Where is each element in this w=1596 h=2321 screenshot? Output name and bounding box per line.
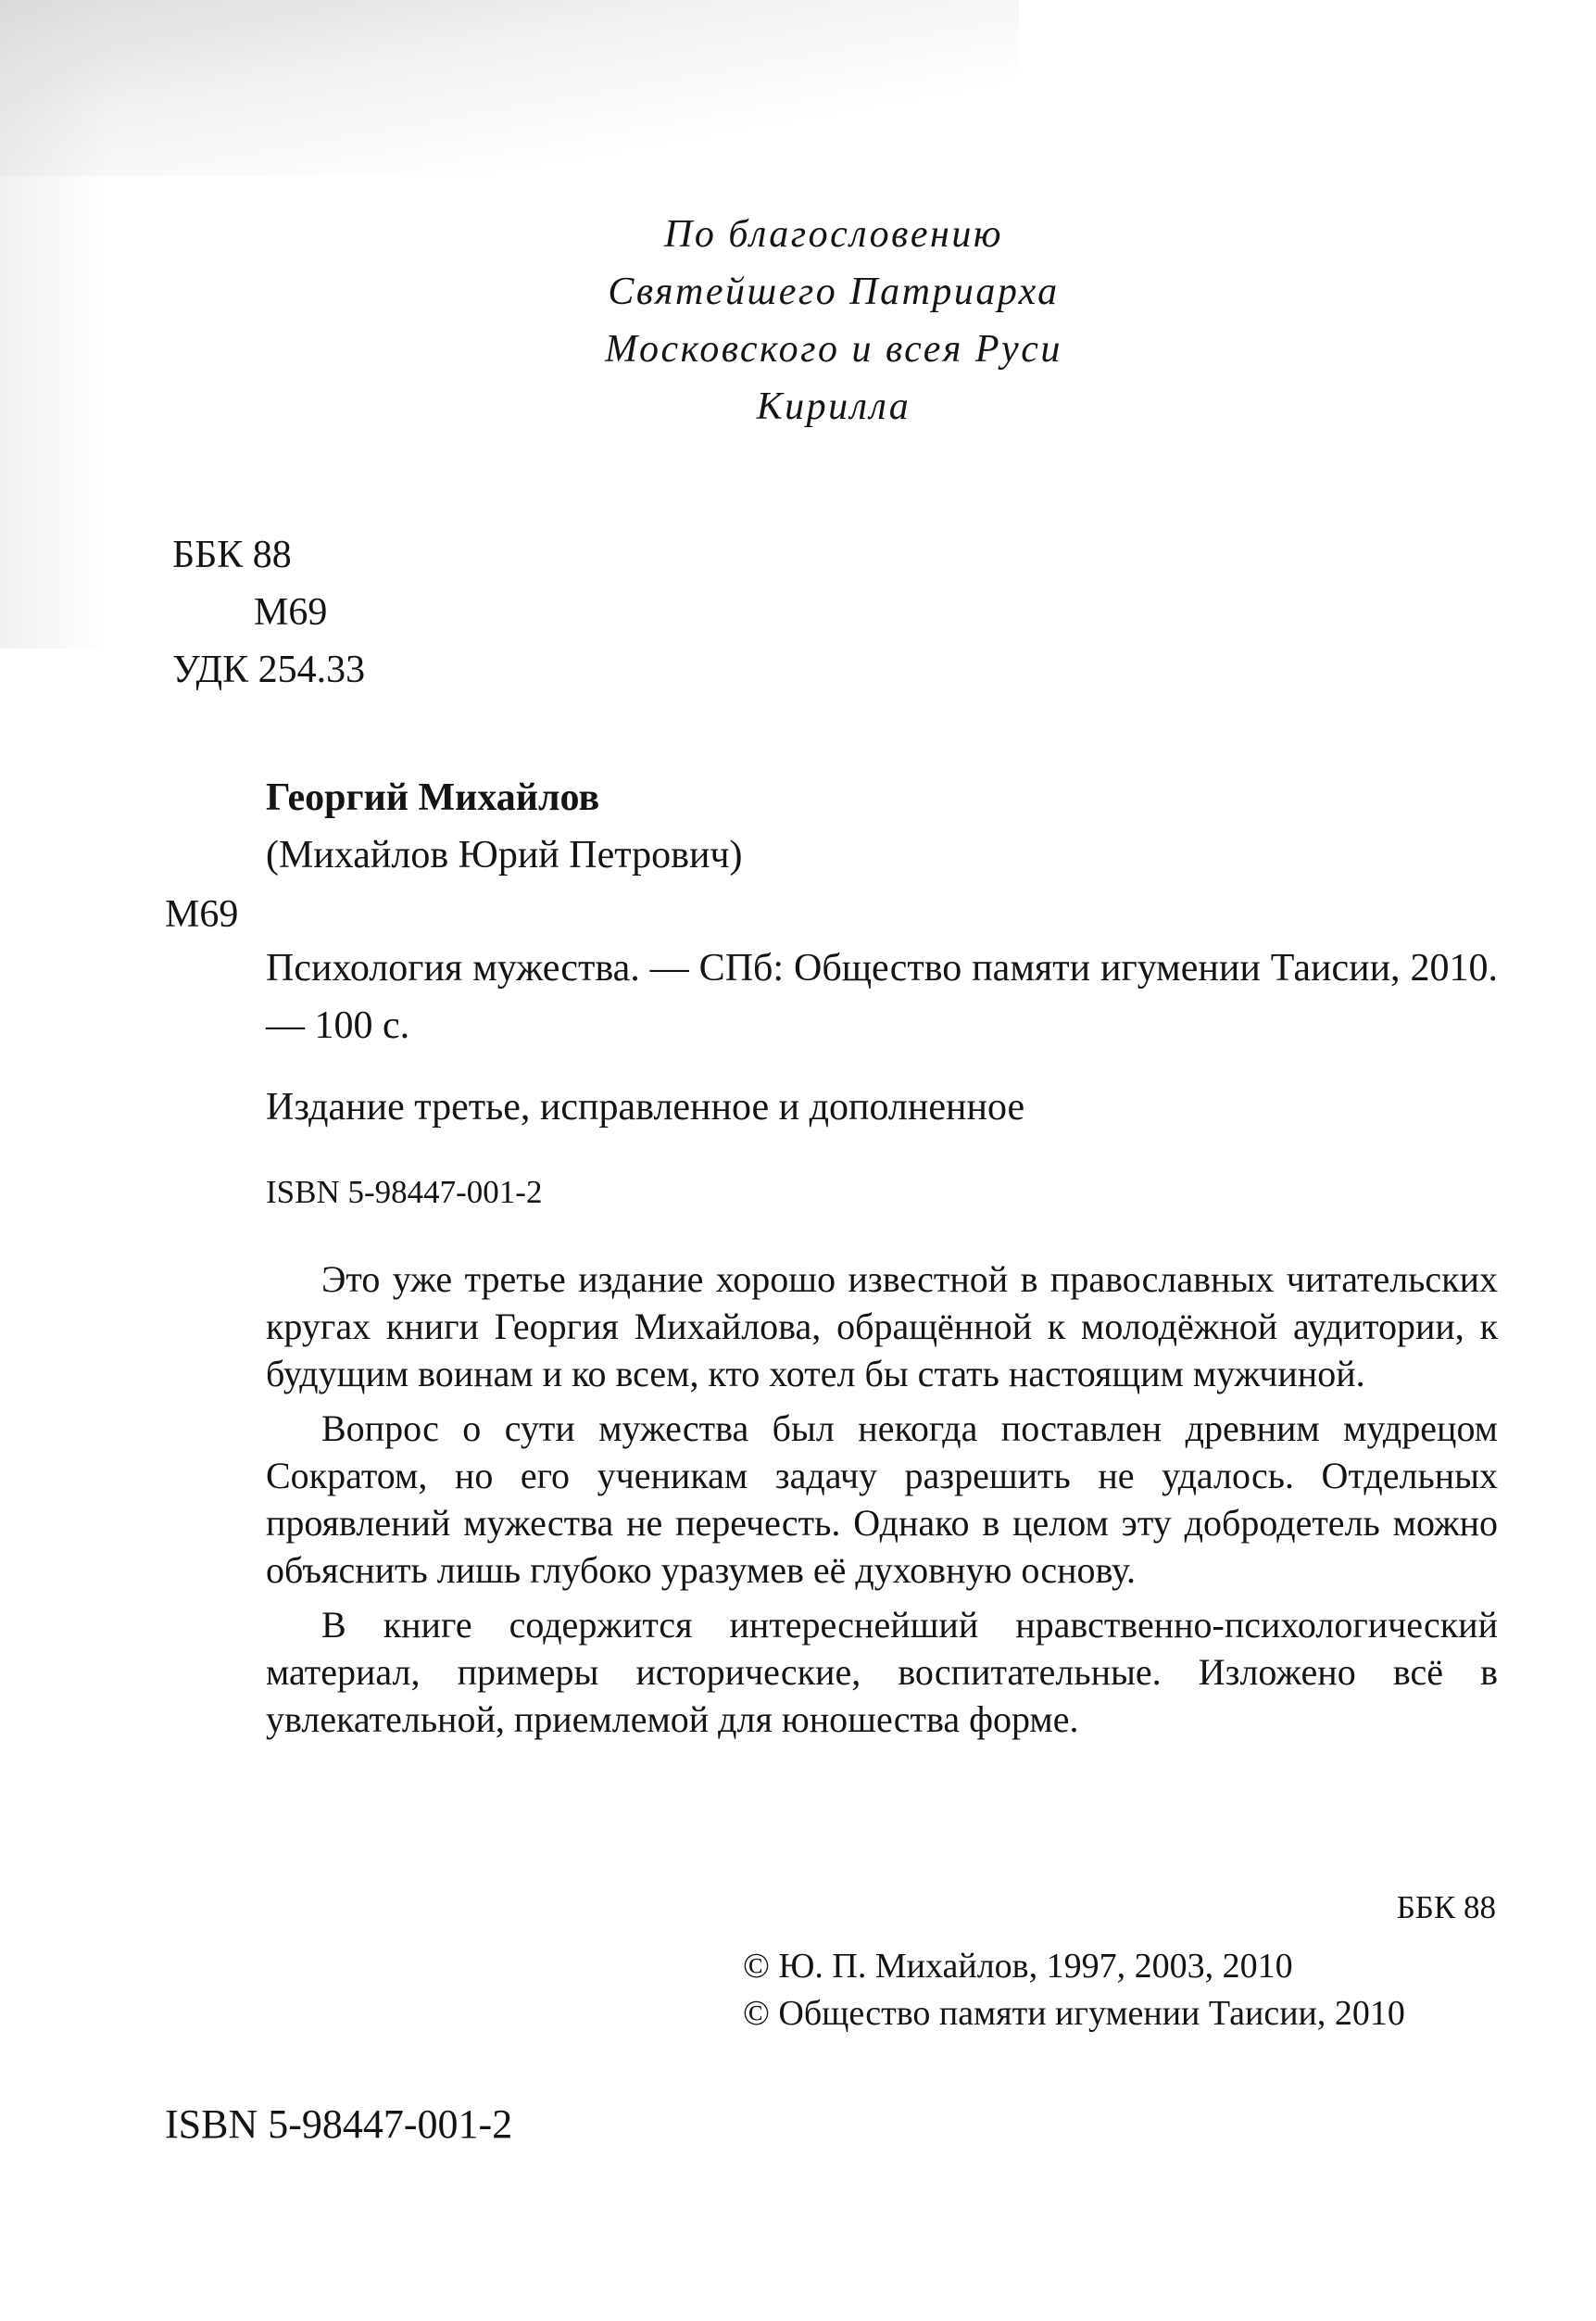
bbk-code: ББК 88 [172, 534, 292, 576]
edition-statement: Издание третье, исправленное и дополненное [266, 1086, 1025, 1129]
isbn-inline: ISBN 5-98447-001-2 [266, 1174, 543, 1210]
author-margin-mark: М69 [165, 893, 239, 936]
blessing-line-2: Святейшего Патриарха [608, 271, 1060, 313]
author-block [266, 769, 743, 884]
bbk-footer: ББК 88 [1396, 1889, 1496, 1925]
scan-shadow [0, 0, 1019, 176]
abstract-paragraph-2: Вопрос о сути мужества был некогда поставлен древним мудрецом Сократом, но его ученикам задачу разрешить не удалось. Отдельных проявлений мужества не перечесть. Однако в целом эту добродетель можно объяснить лишь глубоко уразумев её духовную основу. [266, 1407, 1498, 1591]
abstract-paragraph-1: Это уже третье издание хорошо известной в православных читательских кругах книги Георгия Михайлова, обращённой к молодёжной аудитории, к будущим воинам и ко всем, кто хотел бы стать настоящим мужчиной. [266, 1258, 1498, 1394]
copyright-society: © Общество памяти игумении Таисии, 2010 [743, 1994, 1405, 2033]
author-name: Георгий Михайлов [266, 776, 600, 819]
blessing-line-4: Кирилла [756, 385, 911, 428]
copyright-block [743, 1943, 1405, 2037]
classification-block [172, 526, 365, 699]
isbn-footer: ISBN 5-98447-001-2 [165, 2101, 513, 2147]
author-real-name: (Михайлов Юрий Петрович) [266, 834, 743, 877]
blessing-block [463, 206, 1204, 435]
udk-code: УДК 254.33 [172, 649, 366, 691]
abstract-paragraph-3: В книге содержится интереснейший нравственно-психологический материал, примеры исторические, воспитательные. Изложено всё в увлекательной, приемлемой для юношества форме. [266, 1604, 1498, 1740]
blessing-line-3: Московского и всея Руси [605, 328, 1062, 371]
bibliographic-description: Психология мужества. — СПб: Общество памяти игумении Таисии, 2010. — 100 с. [266, 947, 1498, 1047]
author-mark: М69 [254, 591, 328, 634]
copyright-author: © Ю. П. Михайлов, 1997, 2003, 2010 [743, 1947, 1293, 1986]
abstract [266, 1255, 1498, 1750]
scan-edge-shadow [0, 0, 111, 649]
blessing-line-1: По благословению [664, 213, 1003, 256]
